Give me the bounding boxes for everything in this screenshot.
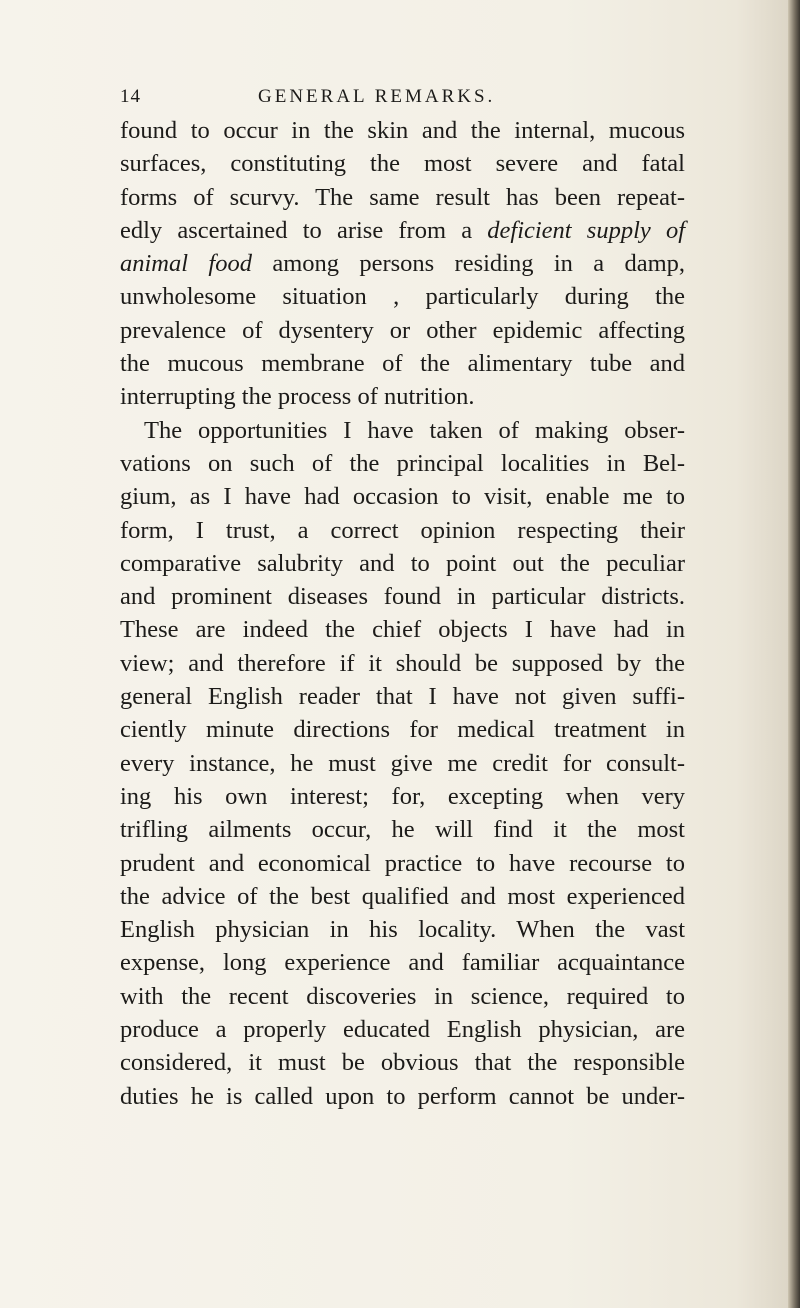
text-line: found to occur in the skin and the internal, mucous <box>120 117 685 144</box>
text-span: among persons residing in a damp, <box>272 250 686 278</box>
text-line <box>120 247 685 280</box>
text-line: expense, long experience and familiar acquaintance <box>120 949 685 977</box>
text-line: trifling ailments occur, he will find it the most <box>120 816 685 844</box>
text-line: prudent and economical practice to have recourse to <box>120 849 685 877</box>
paragraph-start-line: The opportunities I have taken of making obser- <box>144 416 685 444</box>
italic-phrase: deficient supply of <box>487 216 686 244</box>
text-span: edly ascertained to arise from a <box>120 216 473 244</box>
text-line <box>120 214 685 247</box>
running-title: GENERAL REMARKS. <box>258 86 496 107</box>
text-line: the mucous membrane of the alimentary tube and <box>120 350 685 378</box>
text-line: view; and therefore if it should be supposed by the <box>120 649 685 677</box>
text-line: every instance, he must give me credit for consult- <box>120 749 685 777</box>
running-head <box>120 86 680 108</box>
text-line: surfaces, constituting the most severe and fatal <box>120 150 685 178</box>
text-line: with the recent discoveries in science, required to <box>120 982 685 1010</box>
page-number: 14 <box>120 86 141 107</box>
text-line: English physician in his locality. When the vast <box>120 916 685 944</box>
italic-phrase: animal food <box>120 250 252 278</box>
paragraph-end-line: interrupting the process of nutrition. <box>120 383 475 411</box>
text-line: ciently minute directions for medical treatment in <box>120 716 685 744</box>
text-line: gium, as I have had occasion to visit, enable me to <box>120 483 685 511</box>
body-text <box>120 114 685 1113</box>
text-line: general English reader that I have not given suffi- <box>120 683 685 711</box>
text-line: These are indeed the chief objects I have had in <box>120 616 685 644</box>
page-edge <box>788 0 800 1308</box>
text-line: produce a properly educated English physician, are <box>120 1016 685 1044</box>
text-line: duties he is called upon to perform cannot be under- <box>120 1082 685 1110</box>
text-line: unwholesome situation , particularly during the <box>120 283 685 311</box>
text-line: comparative salubrity and to point out the peculiar <box>120 549 685 577</box>
text-line: considered, it must be obvious that the responsible <box>120 1049 685 1077</box>
text-line: form, I trust, a correct opinion respecting their <box>120 516 685 544</box>
text-line: forms of scurvy. The same result has been repeat- <box>120 183 685 211</box>
text-line: and prominent diseases found in particular districts. <box>120 583 685 611</box>
text-line: prevalence of dysentery or other epidemic affecting <box>120 316 685 344</box>
text-line: vations on such of the principal localities in Bel- <box>120 449 685 477</box>
text-line: ing his own interest; for, excepting when very <box>120 782 685 810</box>
text-line: the advice of the best qualified and most experienced <box>120 882 685 910</box>
